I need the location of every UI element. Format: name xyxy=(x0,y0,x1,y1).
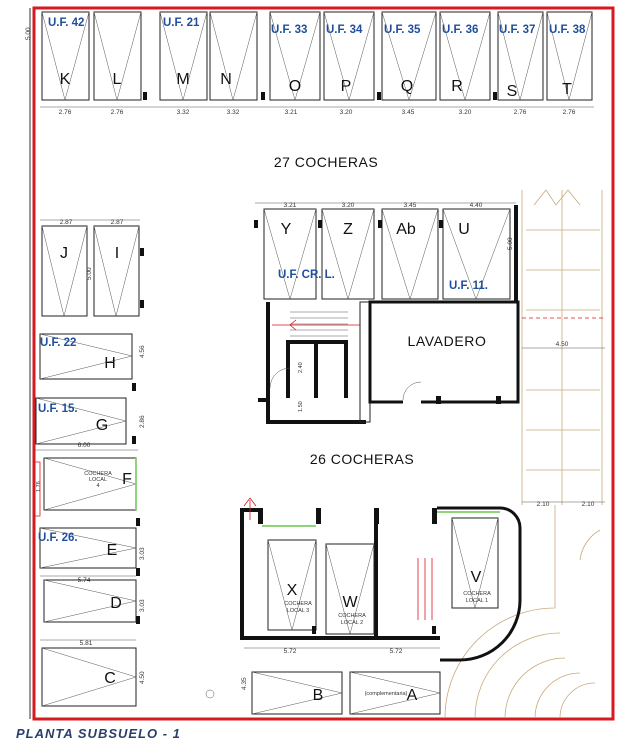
space-diagonal xyxy=(210,12,257,100)
space-label-y: Y xyxy=(280,221,292,238)
dimension-label: 4.35 xyxy=(241,677,248,690)
wall xyxy=(266,420,366,424)
dimension-label: 2.87 xyxy=(110,219,124,226)
unit-tag: U.F. 33 xyxy=(271,24,308,36)
ramp xyxy=(445,190,605,718)
space-label-k: K xyxy=(59,71,71,88)
door-gap xyxy=(403,398,421,406)
dimension-label: 1.50 xyxy=(298,401,304,412)
unit-tag: U.F. 34 xyxy=(326,24,363,36)
space-label-p: P xyxy=(340,78,352,95)
dimension-label: 5.72 xyxy=(389,648,403,655)
dimension-label: 3.21 xyxy=(284,109,298,116)
ramp-curve xyxy=(505,658,565,718)
space-label-a: A xyxy=(406,687,418,704)
dimension-label: 5.72 xyxy=(283,648,297,655)
wall xyxy=(314,344,318,398)
unit-tag: U.F. 42 xyxy=(48,17,85,29)
parking-space-b xyxy=(252,672,342,714)
unit-tag: U.F. 22 xyxy=(40,337,77,349)
wall xyxy=(514,205,518,301)
dimension-label: 5.74 xyxy=(77,577,91,584)
column xyxy=(377,92,381,100)
complementary-note: (complementaria) xyxy=(364,691,408,697)
column xyxy=(432,508,437,524)
dimension-label: 2.40 xyxy=(298,362,304,373)
column xyxy=(318,220,322,228)
wall xyxy=(240,636,440,640)
space-label-s: S xyxy=(506,83,518,100)
wall xyxy=(240,508,244,640)
ramp-curve xyxy=(445,505,555,718)
dimension-label: 3.21 xyxy=(283,202,297,209)
dimension-label: 4.50 xyxy=(555,341,569,348)
space-label-m: M xyxy=(176,71,190,88)
cochera-note: COCHERA xyxy=(284,601,312,607)
space-label-q: Q xyxy=(400,78,414,95)
space-label-d: D xyxy=(110,595,122,612)
dimension-label: 6.00 xyxy=(77,442,91,449)
parking-space-d xyxy=(44,580,136,622)
dimension-label: 3.20 xyxy=(458,109,472,116)
dimension-label: 3.45 xyxy=(403,202,417,209)
ramp-curve xyxy=(535,673,580,718)
column xyxy=(439,220,443,228)
column xyxy=(132,383,136,391)
dimension-label: 3.45 xyxy=(401,109,415,116)
space-label-b: B xyxy=(312,687,324,704)
wall xyxy=(374,508,378,640)
column xyxy=(493,92,497,100)
space-label-f: F xyxy=(122,471,132,488)
space-diagonal xyxy=(94,226,139,316)
unit-tag: U.F. 38 xyxy=(549,24,586,36)
cochera-note: LOCAL 3 xyxy=(286,608,310,614)
column xyxy=(143,92,147,100)
space-label-i: I xyxy=(114,245,120,262)
space-label-j: J xyxy=(60,245,68,262)
space-label-e: E xyxy=(106,542,118,559)
cochera-note: COCHERA xyxy=(463,591,491,597)
unit-tag: U.F. 26. xyxy=(38,532,78,544)
column xyxy=(258,508,263,524)
space-label-ab: Ab xyxy=(396,221,416,238)
column xyxy=(312,626,316,634)
dimension-label: 2.76 xyxy=(110,109,124,116)
space-label-v: V xyxy=(470,569,482,586)
unit-tag: U.F. 11. xyxy=(449,280,488,292)
dimension-label: 2.87 xyxy=(59,219,73,226)
unit-tag: U.F. 21 xyxy=(163,17,200,29)
column xyxy=(432,626,436,634)
column xyxy=(378,220,382,228)
dimension-label: 2.76 xyxy=(58,109,72,116)
space-label-h: H xyxy=(104,355,116,372)
dimension-label: 3.20 xyxy=(341,202,355,209)
dimension-label: 3.32 xyxy=(226,109,240,116)
dimension-label: 2.10 xyxy=(536,501,550,508)
column xyxy=(436,396,441,404)
door-swing xyxy=(403,382,421,400)
wall xyxy=(344,340,348,398)
dimension-label: 3.20 xyxy=(339,109,353,116)
space-label-n: N xyxy=(220,71,232,88)
space-label-l: L xyxy=(112,71,122,88)
cochera-note: LOCAL xyxy=(88,477,108,483)
plan-caption: PLANTA SUBSUELO - 1 xyxy=(16,726,181,741)
column xyxy=(316,508,321,524)
ramp-curve xyxy=(475,633,560,718)
dimension-label: 2.86 xyxy=(139,415,146,428)
column xyxy=(140,248,144,256)
wall xyxy=(286,340,290,398)
depth-label: 5.00 xyxy=(25,27,32,40)
unit-tag: U.F. 37 xyxy=(499,24,536,36)
cochera-note: LOCAL 1 xyxy=(465,598,489,604)
ramp-arrows xyxy=(534,190,580,205)
space-label-r: R xyxy=(451,78,463,95)
dimension-label: 3.03 xyxy=(139,547,146,560)
unit-tag: U.F. 35 xyxy=(384,24,421,36)
depth-label: 5.00 xyxy=(507,237,514,250)
wall xyxy=(266,302,270,424)
wall xyxy=(286,340,348,344)
space-label-x: X xyxy=(286,582,298,599)
cochera-note: COCHERA xyxy=(84,471,112,477)
space-diagonal xyxy=(42,226,87,316)
space-label-g: G xyxy=(95,417,109,434)
laundry-room xyxy=(370,302,518,406)
dimension-label: 4.40 xyxy=(469,202,483,209)
space-diagonal xyxy=(252,672,342,714)
space-diagonal xyxy=(44,580,136,622)
parking-space-j xyxy=(42,226,87,316)
column xyxy=(261,92,265,100)
upper-area-label: 27 COCHERAS xyxy=(273,154,379,170)
unit-tag: U.F. 36 xyxy=(442,24,479,36)
column xyxy=(254,220,258,228)
dimension-label: 2.10 xyxy=(581,501,595,508)
column xyxy=(132,436,136,444)
north-arrow xyxy=(206,690,214,698)
space-label-z: Z xyxy=(343,221,353,238)
unit-tag: U.F. 15. xyxy=(38,403,78,415)
dimension-label: 2.76 xyxy=(562,109,576,116)
parking-space-c xyxy=(42,648,136,706)
column xyxy=(140,300,144,308)
laundry-walls xyxy=(370,302,518,402)
cochera-note: 4 xyxy=(96,483,100,489)
dimension-label: 2.76 xyxy=(513,109,527,116)
column xyxy=(136,568,140,576)
parking-space-n xyxy=(210,12,257,100)
column xyxy=(496,396,501,404)
ramp-curve xyxy=(580,530,600,560)
space-label-w: W xyxy=(342,594,358,611)
space-label-u: U xyxy=(458,221,470,238)
space-label-t: T xyxy=(562,81,572,98)
dimension-label: 5.81 xyxy=(79,640,93,647)
dimension-label: 3.32 xyxy=(176,109,190,116)
ramp-curve xyxy=(560,683,595,718)
space-diagonal xyxy=(42,648,136,706)
wall xyxy=(258,398,266,402)
dimension-label: 3.03 xyxy=(139,599,146,612)
stairs xyxy=(258,302,370,424)
middle-area-label: 26 COCHERAS xyxy=(309,451,415,467)
cochera-note: LOCAL 2 xyxy=(340,620,364,626)
depth-label: 5.00 xyxy=(86,267,93,280)
dimension-label: 1.76 xyxy=(36,481,42,492)
laundry-label: LAVADERO xyxy=(407,333,487,349)
dimension-label: 4.50 xyxy=(139,671,146,684)
parking-space-i xyxy=(94,226,139,316)
cochera-note: COCHERA xyxy=(338,613,366,619)
left-column-spaces xyxy=(34,220,144,706)
space-label-c: C xyxy=(104,670,116,687)
column xyxy=(136,616,140,624)
column xyxy=(136,518,140,526)
dimension-label: 4.56 xyxy=(139,345,146,358)
space-label-o: O xyxy=(288,78,302,95)
unit-tag: U.F. CR. L. xyxy=(278,269,335,281)
